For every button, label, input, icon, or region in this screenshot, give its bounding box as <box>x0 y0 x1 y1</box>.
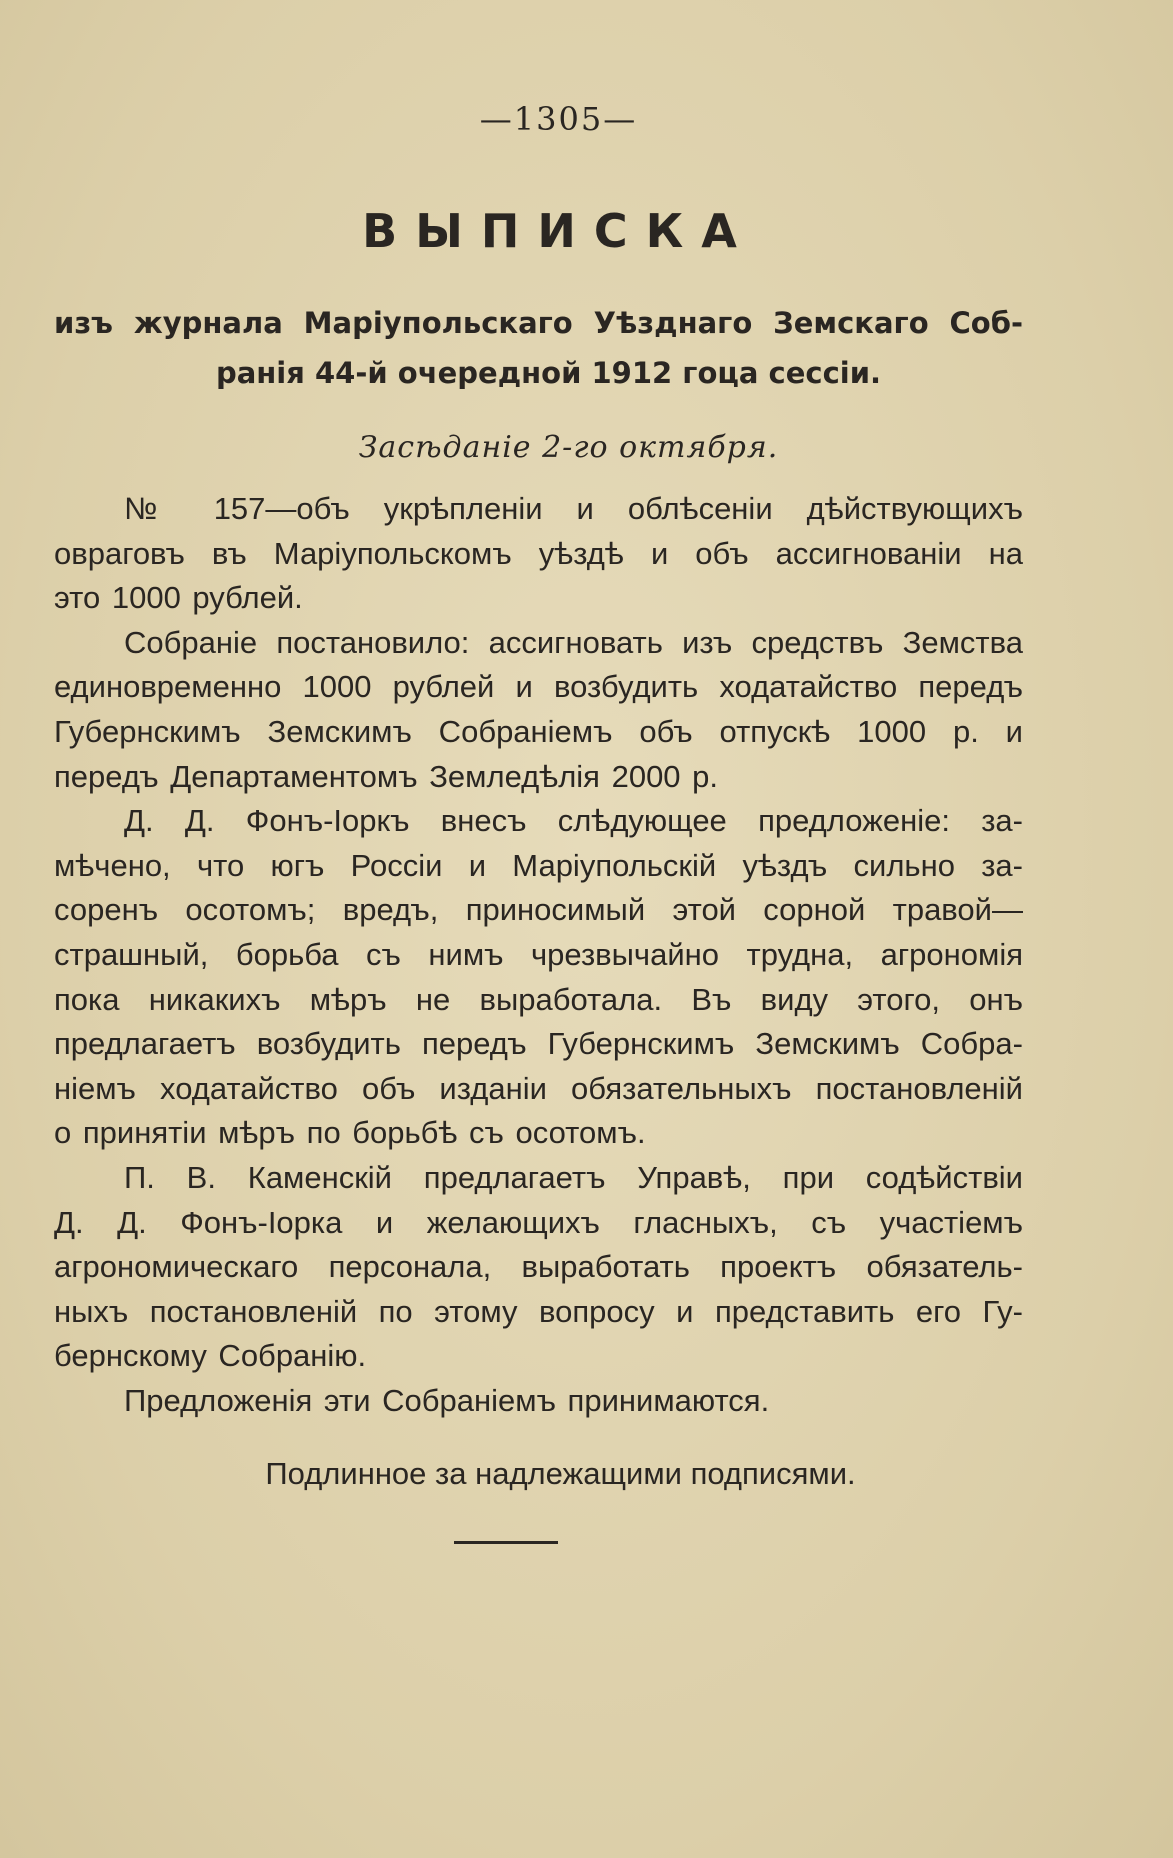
text-line: предлагаетъ возбудить передъ Губернскимъ Земскимъ Собра- <box>54 1026 1023 1062</box>
paragraph-proposal-fon-iork <box>54 799 1023 1156</box>
text-line: Собраніе постановило: ассигновать изъ средствъ Земства <box>124 624 1023 660</box>
text-line: единовременно 1000 рублей и возбудить ходатайство передъ <box>54 669 1023 705</box>
text-line: Предложенія эти Собраніемъ принимаются. <box>124 1382 770 1418</box>
document-title: ВЫПИСКА <box>362 204 755 258</box>
paragraph-resolution <box>54 621 1023 799</box>
document-subtitle-line-1: изъ журнала Маріупольскаго Уѣзднаго Земскаго Соб- <box>54 306 1023 340</box>
text-line: Губернскимъ Земскимъ Собраніемъ объ отпускѣ 1000 р. и <box>54 713 1023 749</box>
text-line: овраговъ въ Маріупольскомъ уѣздѣ и объ ассигнованіи на <box>54 535 1023 571</box>
closing-rule <box>454 1541 558 1544</box>
session-date: Засѣданіе 2-го октября. <box>358 430 779 465</box>
text-line: № 157—объ укрѣпленіи и облѣсеніи дѣйствующихъ <box>124 491 1023 526</box>
text-line: пока никакихъ мѣръ не выработала. Въ виду этого, онъ <box>54 981 1023 1017</box>
text-line: соренъ осотомъ; вредъ, приносимый этой сорной травой— <box>54 892 1023 928</box>
text-line: бернскому Собранію. <box>54 1338 367 1374</box>
text-line: передъ Департаментомъ Земледѣлія 2000 р. <box>54 758 719 794</box>
text-line: Д. Д. Фонъ-Іоркъ внесъ слѣдующее предложеніе: за- <box>124 803 1023 839</box>
signature-note: Подлинное за надлежащими подписями. <box>265 1456 856 1492</box>
text-line: это 1000 рублей. <box>54 580 303 616</box>
text-line: агрономическаго персонала, выработать проектъ обязатель- <box>54 1249 1023 1285</box>
text-line: П. В. Каменскій предлагаетъ Управѣ, при содѣйствіи <box>124 1159 1023 1195</box>
paragraph-item-157 <box>54 487 1023 621</box>
document-body <box>54 487 1023 1423</box>
text-line: о принятіи мѣръ по борьбѣ съ осотомъ. <box>54 1115 646 1151</box>
text-line: Д. Д. Фонъ-Іорка и желающихъ гласныхъ, съ участіемъ <box>54 1204 1023 1240</box>
text-line: мѣчено, что югъ Россіи и Маріупольскій уѣздъ сильно за- <box>54 847 1023 883</box>
document-subtitle-line-2: ранія 44-й очередной 1912 гоца сессіи. <box>215 356 882 390</box>
text-line: страшный, борьба съ нимъ чрезвычайно трудна, агрономія <box>54 936 1023 972</box>
text-line: ніемъ ходатайство объ изданіи обязательныхъ постановленій <box>54 1070 1023 1106</box>
paragraph-acceptance <box>54 1379 1023 1424</box>
paragraph-proposal-kamenskiy <box>54 1156 1023 1379</box>
page-number: —1305— <box>479 100 638 138</box>
text-line: ныхъ постановленій по этому вопросу и представить его Гу- <box>54 1293 1023 1329</box>
